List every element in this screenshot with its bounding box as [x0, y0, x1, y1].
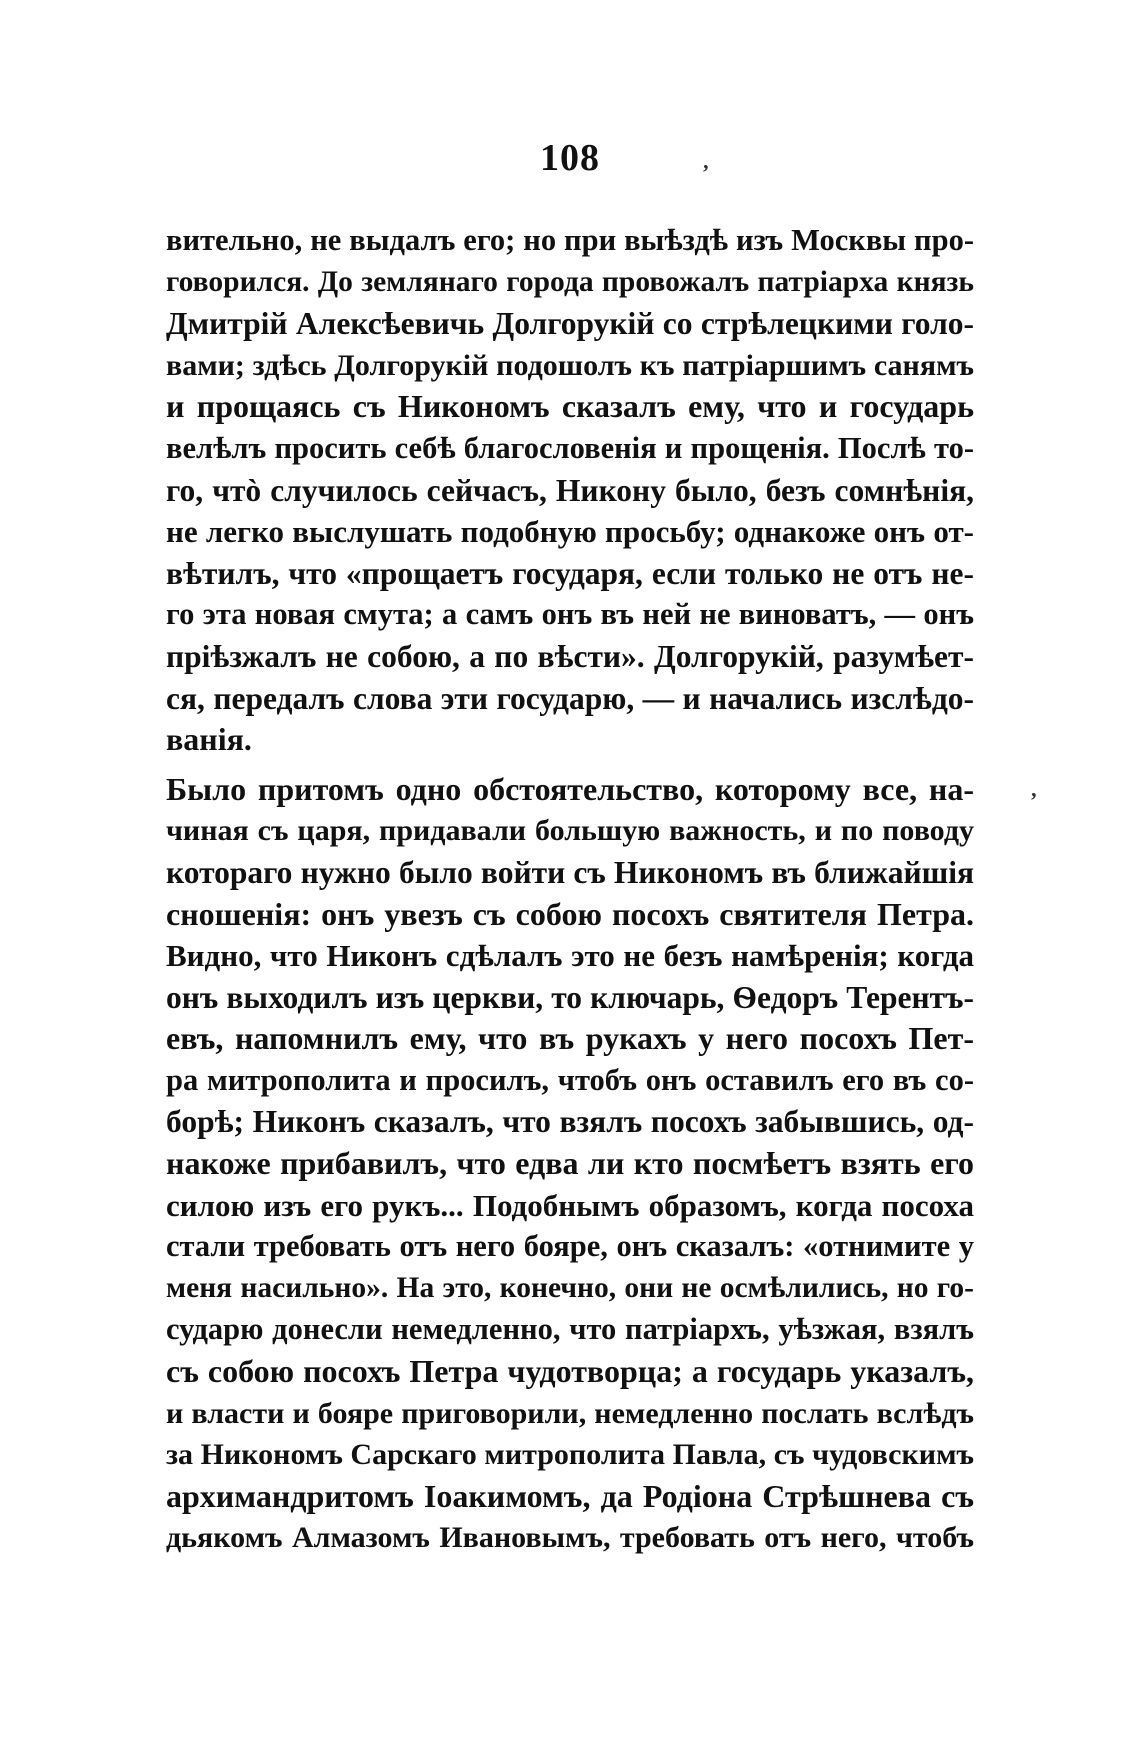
text-line: и власти и бояре приговорили, немедленно послать вслѣдъ	[166, 1396, 974, 1430]
text-line: за Никономъ Сарскаго митрополита Павла, съ чудовскимъ	[166, 1438, 974, 1472]
text-line: велѣлъ просить себѣ благословенія и прощенія. Послѣ то-	[166, 430, 974, 465]
text-line: силою изъ его рукъ... Подобнымъ образомъ, когда посоха	[166, 1187, 974, 1223]
page-number: 108	[540, 137, 600, 179]
text-line: съ собою посохъ Петра чудотворца; а государь указалъ,	[166, 1353, 974, 1390]
text-line: вительно, не выдалъ его; но при выѣздѣ изъ Москвы про-	[166, 223, 974, 257]
text-line: вами; здѣсь Долгорукій подошолъ къ патріаршимъ санямъ	[166, 348, 974, 382]
paragraph	[166, 769, 974, 1559]
paragraph	[166, 220, 974, 761]
text-line: Дмитрій Алексѣевичь Долгорукій со стрѣлецкими голо-	[166, 306, 974, 342]
text-line: сношенія: онъ увезъ съ собою посохъ святителя Петра.	[166, 895, 974, 932]
text-line: котораго нужно было войти съ Никономъ въ ближайшія	[166, 854, 974, 890]
text-line: ся, передалъ слова эти государю, — и начались изслѣдо-	[166, 680, 974, 716]
text-line: меня насильно». На это, конечно, они не осмѣлились, но го-	[166, 1271, 974, 1304]
text-line: дьякомъ Алмазомъ Ивановымъ, требовать отъ него, чтобъ	[166, 1521, 974, 1555]
text-line: пріѣзжалъ не собою, а по вѣсти». Долгорукій, разумѣет-	[166, 638, 974, 674]
text-line: и прощаясь съ Никономъ сказалъ ему, что и государь	[166, 388, 974, 425]
text-line: го, чтò случилось сейчасъ, Никону было, безъ сомнѣнія,	[166, 472, 974, 508]
text-line: стали требовать отъ него бояре, онъ сказалъ: «отнимите у	[166, 1229, 974, 1264]
text-line: говорился. До землянаго города провожалъ патріарха князь	[166, 265, 974, 298]
text-line: не легко выслушать подобную просьбу; однакоже онъ от-	[166, 514, 974, 550]
print-speck: ʼ	[702, 160, 710, 185]
text-line: Было притомъ одно обстоятельство, которому все, на-	[166, 770, 974, 807]
text-line: архимандритомъ Іоакимомъ, да Родіона Стрѣшнева съ	[166, 1477, 974, 1514]
text-line: Видно, что Никонъ сдѣлалъ это не безъ намѣренія; когда	[166, 938, 974, 974]
text-line: онъ выходилъ изъ церкви, то ключарь, Ѳедоръ Терентъ-	[166, 979, 974, 1015]
body-text	[166, 220, 974, 1559]
text-line: ра митрополита и просилъ, чтобъ онъ оставилъ его въ со-	[166, 1062, 974, 1097]
text-line: чиная съ царя, придавали большую важность, и по поводу	[166, 814, 974, 848]
text-line: накоже прибавилъ, что едва ли кто посмѣетъ взять его	[166, 1145, 974, 1182]
text-line: го эта новая смута; а самъ онъ въ ней не виноватъ, — онъ	[166, 597, 974, 632]
text-line: борѣ; Никонъ сказалъ, что взялъ посохъ забывшись, од-	[166, 1104, 974, 1140]
text-line: ванія.	[166, 721, 252, 758]
text-line: евъ, напомнилъ ему, что въ рукахъ у него посохъ Пет-	[166, 1020, 974, 1057]
print-speck: ʼ	[1030, 788, 1038, 813]
text-line: сударю донесли немедленно, что патріархъ, уѣзжая, взялъ	[166, 1312, 974, 1347]
paragraph-gap	[166, 761, 974, 769]
text-line: вѣтилъ, что «прощаетъ государя, если только не отъ не-	[166, 555, 974, 591]
